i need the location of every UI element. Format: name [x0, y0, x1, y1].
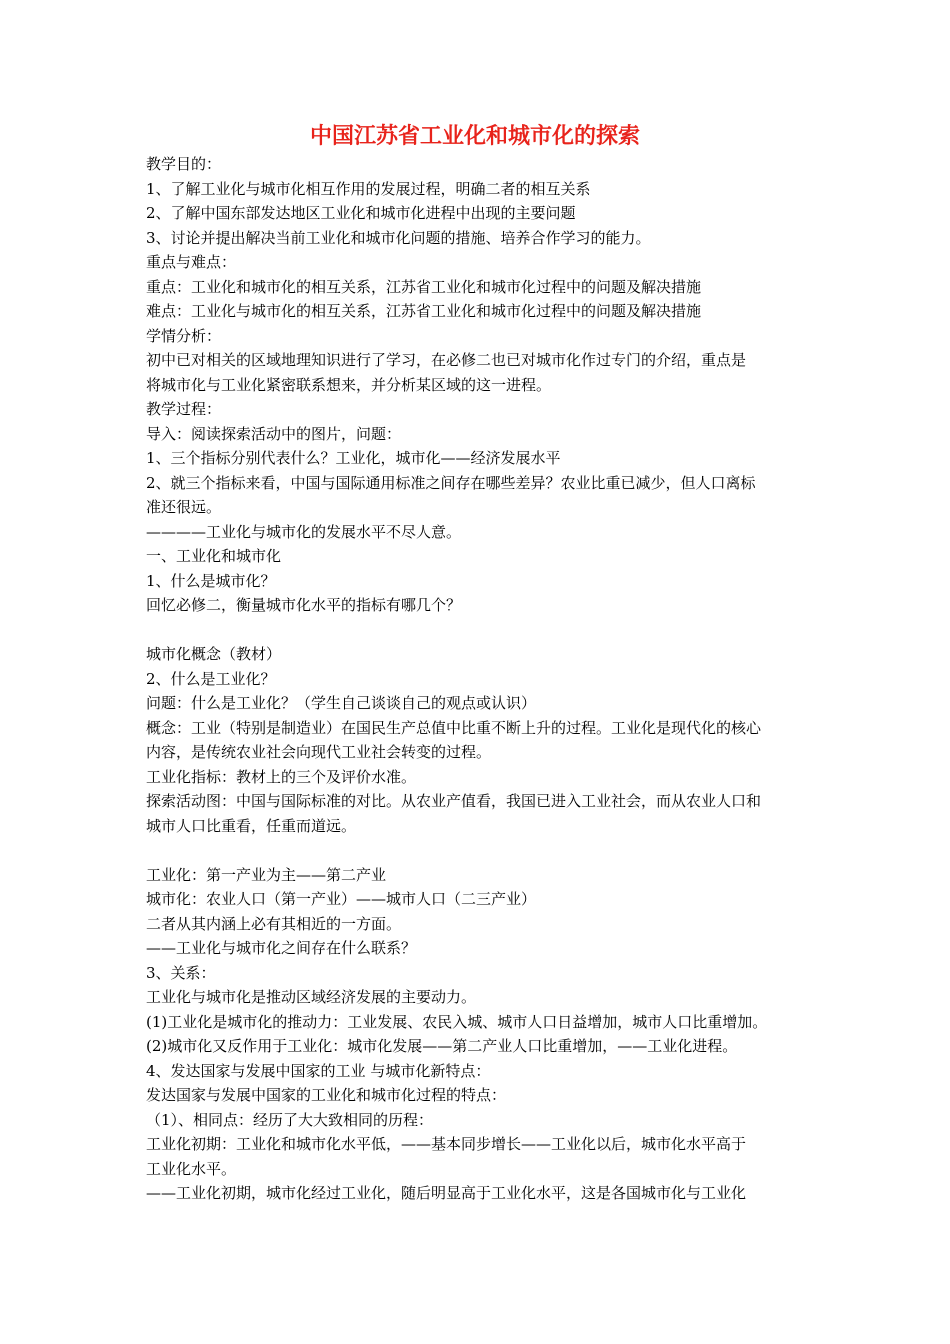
text-line: 工业化水平。 [146, 1159, 237, 1178]
text-line: 2、就三个指标来看，中国与国际通用标准之间存在哪些差异？农业比重已减少，但人口离标 [146, 473, 756, 492]
text-line: 问题：什么是工业化？（学生自己谈谈自己的观点或认识） [146, 694, 537, 712]
text-line: 难点：工业化与城市化的相互关系，江苏省工业化和城市化过程中的问题及解决措施 [146, 302, 702, 320]
blank-line [146, 838, 814, 863]
text-line: 4、发达国家与发展中国家的工业 与城市化新特点： [146, 1061, 491, 1080]
text-line: 概念：工业（特别是制造业）在国民生产总值中比重不断上升的过程。工业化是现代化的核心 [146, 718, 762, 737]
text-line: 发达国家与发展中国家的工业化和城市化过程的特点： [146, 1086, 507, 1104]
text-line: 重点：工业化和城市化的相互关系，江苏省工业化和城市化过程中的问题及解决措施 [146, 277, 702, 296]
text-line: 工业化与城市化是推动区域经济发展的主要动力。 [146, 988, 477, 1006]
text-line: （1）、相同点：经历了大大致相同的历程： [146, 1110, 434, 1129]
text-line: ————工业化与城市化的发展水平不尽人意。 [146, 522, 462, 541]
text-line: 1、什么是城市化？ [146, 571, 276, 590]
text-line: 2、什么是工业化？ [146, 669, 276, 688]
text-line: 探索活动图：中国与国际标准的对比。从农业产值看，我国已进入工业社会，而从农业人口和 [146, 792, 762, 810]
text-line: 工业化初期：工业化和城市化水平低，——基本同步增长——工业化以后，城市化水平高于 [146, 1135, 747, 1153]
text-line: 2、了解中国东部发达地区工业化和城市化进程中出现的主要问题 [146, 204, 576, 222]
text-line: 教学目的： [146, 155, 222, 173]
text-line: 回忆必修二，衡量城市化水平的指标有哪几个？ [146, 596, 462, 614]
text-line: 3、关系： [146, 963, 216, 982]
text-line: 3、讨论并提出解决当前工业化和城市化问题的措施、培养合作学习的能力。 [146, 228, 651, 247]
text-line: 1、三个指标分别代表什么？工业化，城市化——经济发展水平 [146, 449, 561, 467]
text-line: 1、了解工业化与城市化相互作用的发展过程，明确二者的相互关系 [146, 179, 591, 198]
blank-line [146, 618, 814, 643]
text-line: (1)工业化是城市化的推动力：工业发展、农民入城、城市人口日益增加，城市人口比重增加。 [146, 1012, 768, 1031]
document-title: 中国江苏省工业化和城市化的探索 [309, 124, 640, 149]
text-line: 教学过程： [146, 400, 222, 418]
text-line: 城市人口比重看，任重而道远。 [146, 816, 357, 835]
text-line: 工业化：第一产业为主——第二产业 [146, 865, 387, 884]
text-line: 初中已对相关的区域地理知识进行了学习，在必修二也已对城市化作过专门的介绍，重点是 [146, 351, 747, 369]
text-line: 准还很远。 [146, 498, 222, 516]
text-line: 城市化概念（教材） [146, 645, 282, 663]
text-line: 内容，是传统农业社会向现代工业社会转变的过程。 [146, 743, 492, 761]
text-line: ——工业化与城市化之间存在什么联系？ [146, 939, 417, 957]
text-line: 重点与难点： [146, 253, 237, 271]
text-line: 学情分析： [146, 326, 222, 345]
text-line: 一、工业化和城市化 [146, 547, 282, 565]
document-body [146, 152, 814, 1206]
text-line: 工业化指标：教材上的三个及评价水准。 [146, 767, 417, 786]
text-line: 将城市化与工业化紧密联系想来，并分析某区域的这一进程。 [146, 375, 552, 394]
text-line: (2)城市化又反作用于工业化：城市化发展——第二产业人口比重增加，——工业化进程。 [146, 1037, 738, 1055]
text-line: 导入：阅读探索活动中的图片，问题： [146, 424, 402, 443]
text-line: 二者从其内涵上必有其相近的一方面。 [146, 914, 402, 933]
text-line: 城市化：农业人口（第一产业）——城市人口（二三产业） [146, 890, 537, 908]
text-line: ——工业化初期，城市化经过工业化，随后明显高于工业化水平，这是各国城市化与工业化 [146, 1184, 747, 1202]
